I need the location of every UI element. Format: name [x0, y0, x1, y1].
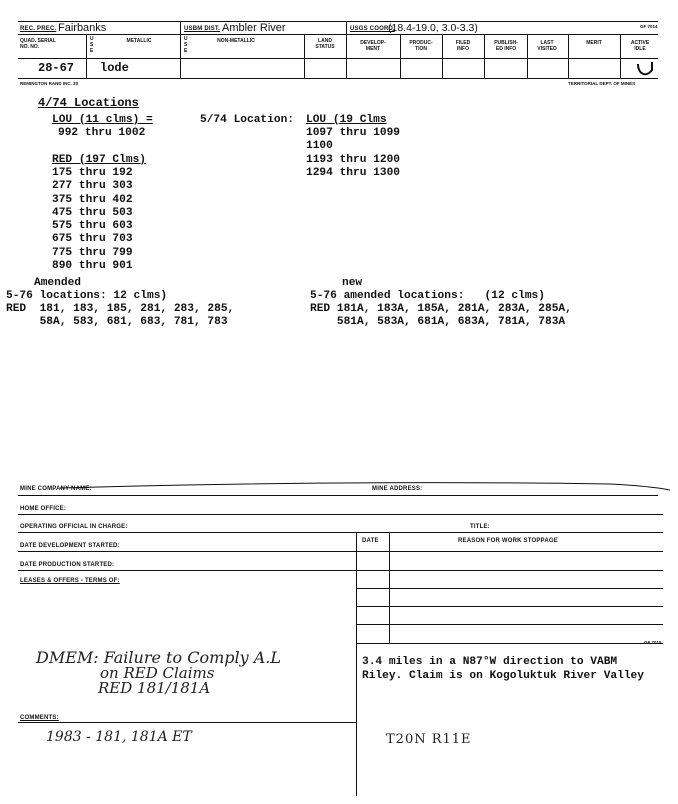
title-label: TITLE:	[470, 524, 490, 530]
handwritten-note-line-2: on RED Claims	[100, 664, 215, 682]
agency-name: TERRITORIAL DEPT. OF MINES	[568, 81, 636, 86]
red-range-list	[52, 167, 133, 273]
date-header: DATE	[362, 538, 379, 544]
form-rule	[356, 643, 663, 644]
list-item: 1100	[306, 140, 333, 153]
dev-started-label: DATE DEVELOPMENT STARTED:	[20, 543, 120, 549]
list-item: 575 thru 603	[52, 220, 133, 233]
form-center-divider	[356, 532, 357, 796]
lou-heading: LOU (11 clms) =	[52, 114, 153, 126]
location-5-74-label: 5/74 Location:	[200, 114, 294, 126]
col-divider	[620, 34, 621, 78]
mine-company-label: MINE COMPANY NAME:	[20, 486, 92, 492]
col-divider	[400, 34, 401, 78]
red-heading: RED (197 Clms)	[52, 154, 146, 166]
list-item: 175 thru 192	[52, 167, 133, 179]
home-office-label: HOME OFFICE:	[20, 506, 67, 512]
list-item: 1193 thru 1200	[306, 153, 400, 166]
new-word: new	[342, 277, 363, 289]
header-divider	[346, 21, 347, 78]
header-bottom-rule	[18, 78, 658, 79]
location-description-1: 3.4 miles in a N87°W direction to VABM	[362, 656, 618, 668]
land-status-header: LAND STATUS	[315, 38, 335, 50]
card-fold-curve	[0, 476, 678, 496]
usbm-dist-value: Ambler River	[222, 22, 286, 34]
col-divider	[527, 34, 528, 78]
list-item: 775 thru 799	[52, 246, 133, 259]
list-item: 277 thru 303	[52, 180, 133, 193]
right-red-line-1: RED 181A, 183A, 185A, 281A, 283A, 285A,	[310, 303, 572, 315]
lou-range: 992 thru 1002	[58, 127, 146, 139]
form-rule	[18, 551, 663, 552]
last-visited-header: LAST VISITED	[537, 40, 557, 52]
usgs-coord-label: USGS COORD.	[350, 26, 395, 32]
left-red-line-1: RED 181, 183, 185, 281, 283, 285,	[6, 303, 235, 315]
metallic-flags: U S E	[90, 36, 94, 54]
quad-serial-header: QUAD. SERIAL NO. NO.	[20, 38, 56, 50]
usbm-dist-label: USBM DIST.	[184, 26, 221, 32]
form-rule	[356, 624, 663, 625]
left-red-line-2: 58A, 583, 681, 683, 781, 783	[6, 316, 228, 328]
rec-prec-value: Fairbanks	[58, 22, 107, 34]
list-item: 475 thru 503	[52, 206, 133, 219]
list-item: 1294 thru 1300	[306, 166, 400, 179]
heading-4-74: 4/74 Locations	[38, 96, 139, 110]
prod-started-label: DATE PRODUCTION STARTED:	[20, 562, 115, 568]
left-5-76-line: 5-76 locations: 12 clms)	[6, 290, 168, 302]
active-checkmark-icon	[634, 58, 658, 84]
list-item: 890 thru 901	[52, 260, 133, 273]
lou2-range-list	[306, 127, 400, 180]
nonmetallic-flags: U S E	[184, 36, 188, 54]
form-rule	[18, 495, 658, 496]
comments-handwritten: 1983 - 181, 181A ET	[46, 729, 192, 745]
township-range-handwritten: T20N R11E	[386, 732, 472, 747]
form-rule	[18, 722, 356, 723]
mine-address-label: MINE ADDRESS:	[372, 486, 423, 492]
form-rule	[356, 606, 663, 607]
header-top-rule	[18, 21, 658, 22]
handwritten-note-line-3: RED 181/181A	[98, 679, 211, 697]
active-idle-header: ACTIVE IDLE	[630, 40, 650, 52]
amended-word: Amended	[34, 277, 81, 289]
col-divider	[442, 34, 443, 78]
usgs-coord-value: (18.4-19.0, 3.0-3.3)	[388, 22, 478, 34]
header-divider	[180, 21, 181, 78]
col-divider	[484, 34, 485, 78]
development-header: DEVELOP- MENT	[360, 40, 386, 52]
right-5-76-line: 5-76 amended locations: (12 clms)	[310, 290, 545, 302]
quad-number: 28-67	[38, 61, 75, 75]
form-number-2: GF 7015	[644, 640, 662, 645]
header-rule-2	[18, 34, 658, 35]
form-rule	[18, 514, 663, 515]
rec-prec-label: REC. PREC.	[20, 26, 57, 32]
lou2-heading: LOU (19 Clms	[306, 114, 387, 126]
list-item: 375 thru 402	[52, 193, 133, 206]
metallic-value: lode	[100, 61, 129, 75]
filed-info-header: FILED INFO	[455, 40, 471, 52]
col-divider	[568, 34, 569, 78]
nonmetallic-header: NON-METALLIC	[217, 38, 255, 44]
list-item: 1097 thru 1099	[306, 127, 400, 139]
merit-header: MERIT	[586, 40, 602, 46]
form-number: GF 7014	[640, 24, 658, 29]
right-red-line-2: 581A, 583A, 681A, 683A, 781A, 783A	[310, 316, 566, 328]
comments-label: COMMENTS:	[20, 715, 59, 721]
col-divider	[304, 34, 305, 78]
form-rule	[18, 532, 663, 533]
col-divider	[86, 34, 87, 78]
printer-note: REMINGTON RAND INC. 20	[20, 81, 79, 86]
production-header: PRODUC- TION	[409, 40, 433, 52]
location-description-2: Riley. Claim is on Kogoluktuk River Valley	[362, 670, 644, 682]
form-rule	[356, 588, 663, 589]
form-rule	[18, 570, 663, 571]
published-info-header: PUBLISH- ED INFO	[494, 40, 518, 52]
header-rule-3	[18, 58, 658, 59]
handwritten-note-line-1: DMEM: Failure to Comply A.L	[36, 648, 281, 667]
leases-label: LEASES & OFFERS - TERMS OF:	[20, 578, 120, 584]
list-item: 675 thru 703	[52, 233, 133, 246]
metallic-header: METALLIC	[126, 38, 152, 44]
reason-header: REASON FOR WORK STOPPAGE	[458, 538, 558, 544]
operating-official-label: OPERATING OFFICIAL IN CHARGE:	[20, 524, 128, 530]
